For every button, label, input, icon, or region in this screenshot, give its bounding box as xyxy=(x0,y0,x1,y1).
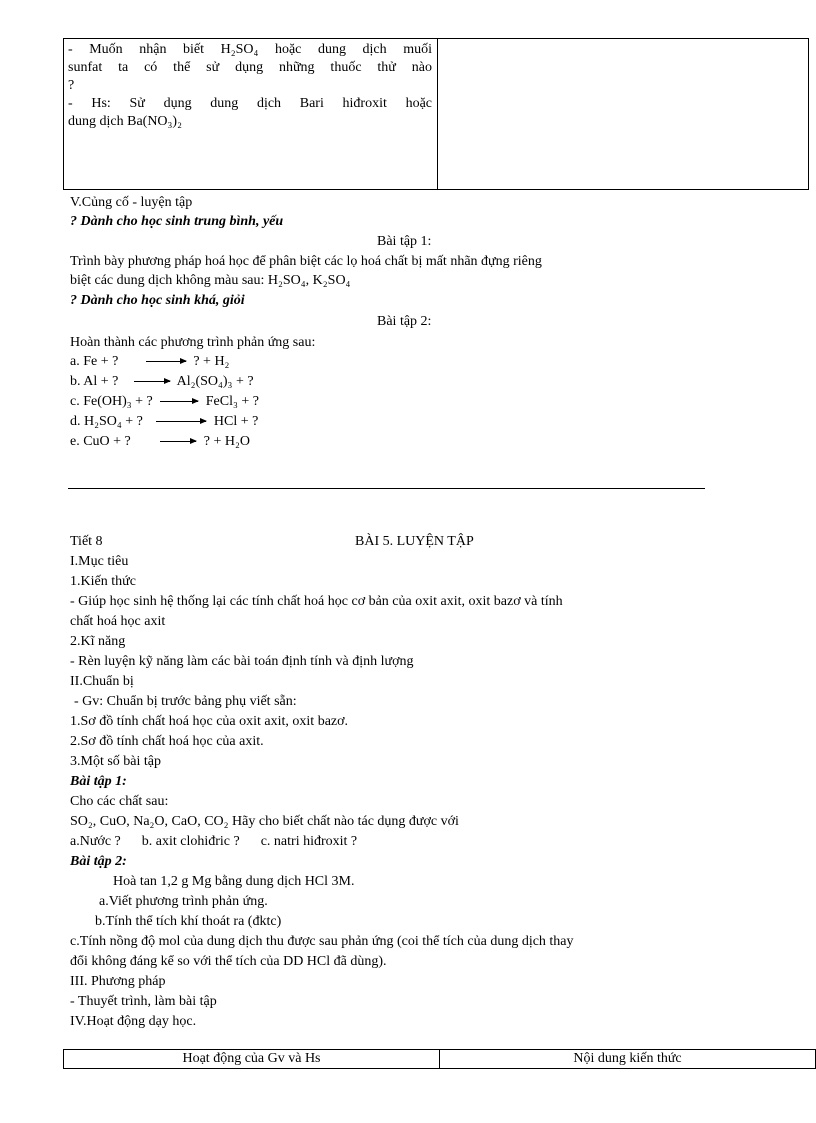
top-table xyxy=(63,38,809,190)
body-text: 1.Sơ đồ tính chất hoá học của oxit axit, oxit bazơ. xyxy=(70,714,349,729)
exercise-intro: Hoàn thành các phương trình phản ứng sau: xyxy=(70,335,316,350)
exercise-text: Trình bày phương pháp hoá học để phân biệt các lọ hoá chất bị mất nhãn đựng riêng xyxy=(70,254,542,269)
table-line: - Hs: Sử dụng dung dịch Bari hiđroxit hoặc xyxy=(68,96,432,111)
section-heading: IV.Hoạt động dạy học. xyxy=(70,1014,197,1029)
exercise-title: Bài tập 2: xyxy=(377,314,432,329)
subsection-heading: 2.Kĩ năng xyxy=(70,634,126,649)
section-heading: V.Củng cố - luyện tập xyxy=(70,195,193,210)
equation-right: HCl + ? xyxy=(213,414,259,429)
equation-right: Al₂(SO₄)₃ + ? xyxy=(176,374,254,389)
equation-right: ? + H₂ xyxy=(193,354,230,369)
horizontal-divider xyxy=(68,488,705,489)
arrow-icon xyxy=(160,441,196,442)
exercise-title: Bài tập 2: xyxy=(70,854,127,869)
body-text: a.Viết phương trình phản ứng. xyxy=(99,894,268,909)
exercise-title: Bài tập 1: xyxy=(377,234,432,249)
arrow-icon xyxy=(160,401,198,402)
lesson-title: BÀI 5. LUYỆN TẬP xyxy=(355,534,474,549)
equation-left: d. H₂SO₄ + ? xyxy=(70,414,143,429)
section-heading: III. Phương pháp xyxy=(70,974,166,989)
table-left-cell xyxy=(68,39,432,130)
body-text: Hoà tan 1,2 g Mg bằng dung dịch HCl 3M. xyxy=(113,874,355,889)
subsection-heading: 1.Kiến thức xyxy=(70,574,136,589)
table-line: - Muốn nhận biết H₂SO₄ hoặc dung dịch muối xyxy=(68,42,432,57)
body-text: Cho các chất sau: xyxy=(70,794,169,809)
section-heading: II.Chuẩn bị xyxy=(70,674,134,689)
body-text: SO₂, CuO, Na₂O, CaO, CO₂ Hãy cho biết chất nào tác dụng được với xyxy=(70,814,459,829)
equation xyxy=(70,352,229,371)
body-text: chất hoá học axit xyxy=(70,614,166,629)
body-text: - Giúp học sinh hệ thống lại các tính chất hoá học cơ bản của oxit axit, oxit bazơ và tính xyxy=(70,594,563,609)
equation xyxy=(70,432,250,451)
equation xyxy=(70,412,258,431)
body-text: - Rèn luyện kỹ năng làm các bài toán định tính và định lượng xyxy=(70,654,414,669)
equation-left: a. Fe + ? xyxy=(70,354,119,369)
body-text: a.Nước ? b. axit clohiđric ? c. natri hiđroxit ? xyxy=(70,834,358,849)
table-column-divider xyxy=(437,39,438,189)
exercise-text: biệt các dung dịch không màu sau: H₂SO₄, K₂SO₄ xyxy=(70,273,351,288)
note-weak-students: ? Dành cho học sinh trung bình, yếu xyxy=(70,214,284,229)
section-heading: I.Mục tiêu xyxy=(70,554,129,569)
equation-left: b. Al + ? xyxy=(70,374,119,389)
table-line: ? xyxy=(68,78,75,93)
table-line: dung dịch Ba(NO₃)₂ xyxy=(68,114,182,129)
note-good-students: ? Dành cho học sinh khá, giỏi xyxy=(70,293,245,308)
body-text: 2.Sơ đồ tính chất hoá học của axit. xyxy=(70,734,264,749)
body-text: - Thuyết trình, làm bài tập xyxy=(70,994,217,1009)
body-text: - Gv: Chuẩn bị trước bảng phụ viết sẵn: xyxy=(74,694,297,709)
equation-right: ? + H₂O xyxy=(203,434,250,449)
body-text: 3.Một số bài tập xyxy=(70,754,161,769)
table-header-content: Nội dung kiến thức xyxy=(573,1051,682,1066)
equation xyxy=(70,372,254,391)
equation xyxy=(70,392,259,411)
exercise-title: Bài tập 1: xyxy=(70,774,127,789)
arrow-icon xyxy=(134,381,170,382)
body-text: c.Tính nồng độ mol của dung dịch thu được sau phản ứng (coi thể tích của dung dịch thay xyxy=(70,934,574,949)
body-text: đổi không đáng kể so với thể tích của DD HCl đã dùng). xyxy=(70,954,387,969)
equation-left: c. Fe(OH)₃ + ? xyxy=(70,394,153,409)
table-line: sunfat ta có thể sử dụng những thuốc thử nào xyxy=(68,60,432,75)
arrow-icon xyxy=(146,361,186,362)
arrow-icon xyxy=(156,421,206,422)
activity-table-header xyxy=(63,1049,816,1069)
body-text: b.Tính thể tích khí thoát ra (đktc) xyxy=(95,914,282,929)
equation-right: FeCl₃ + ? xyxy=(205,394,259,409)
equation-left: e. CuO + ? xyxy=(70,434,131,449)
period-label: Tiết 8 xyxy=(70,534,103,549)
table-header-activity: Hoạt động của Gv và Hs xyxy=(64,1050,440,1068)
